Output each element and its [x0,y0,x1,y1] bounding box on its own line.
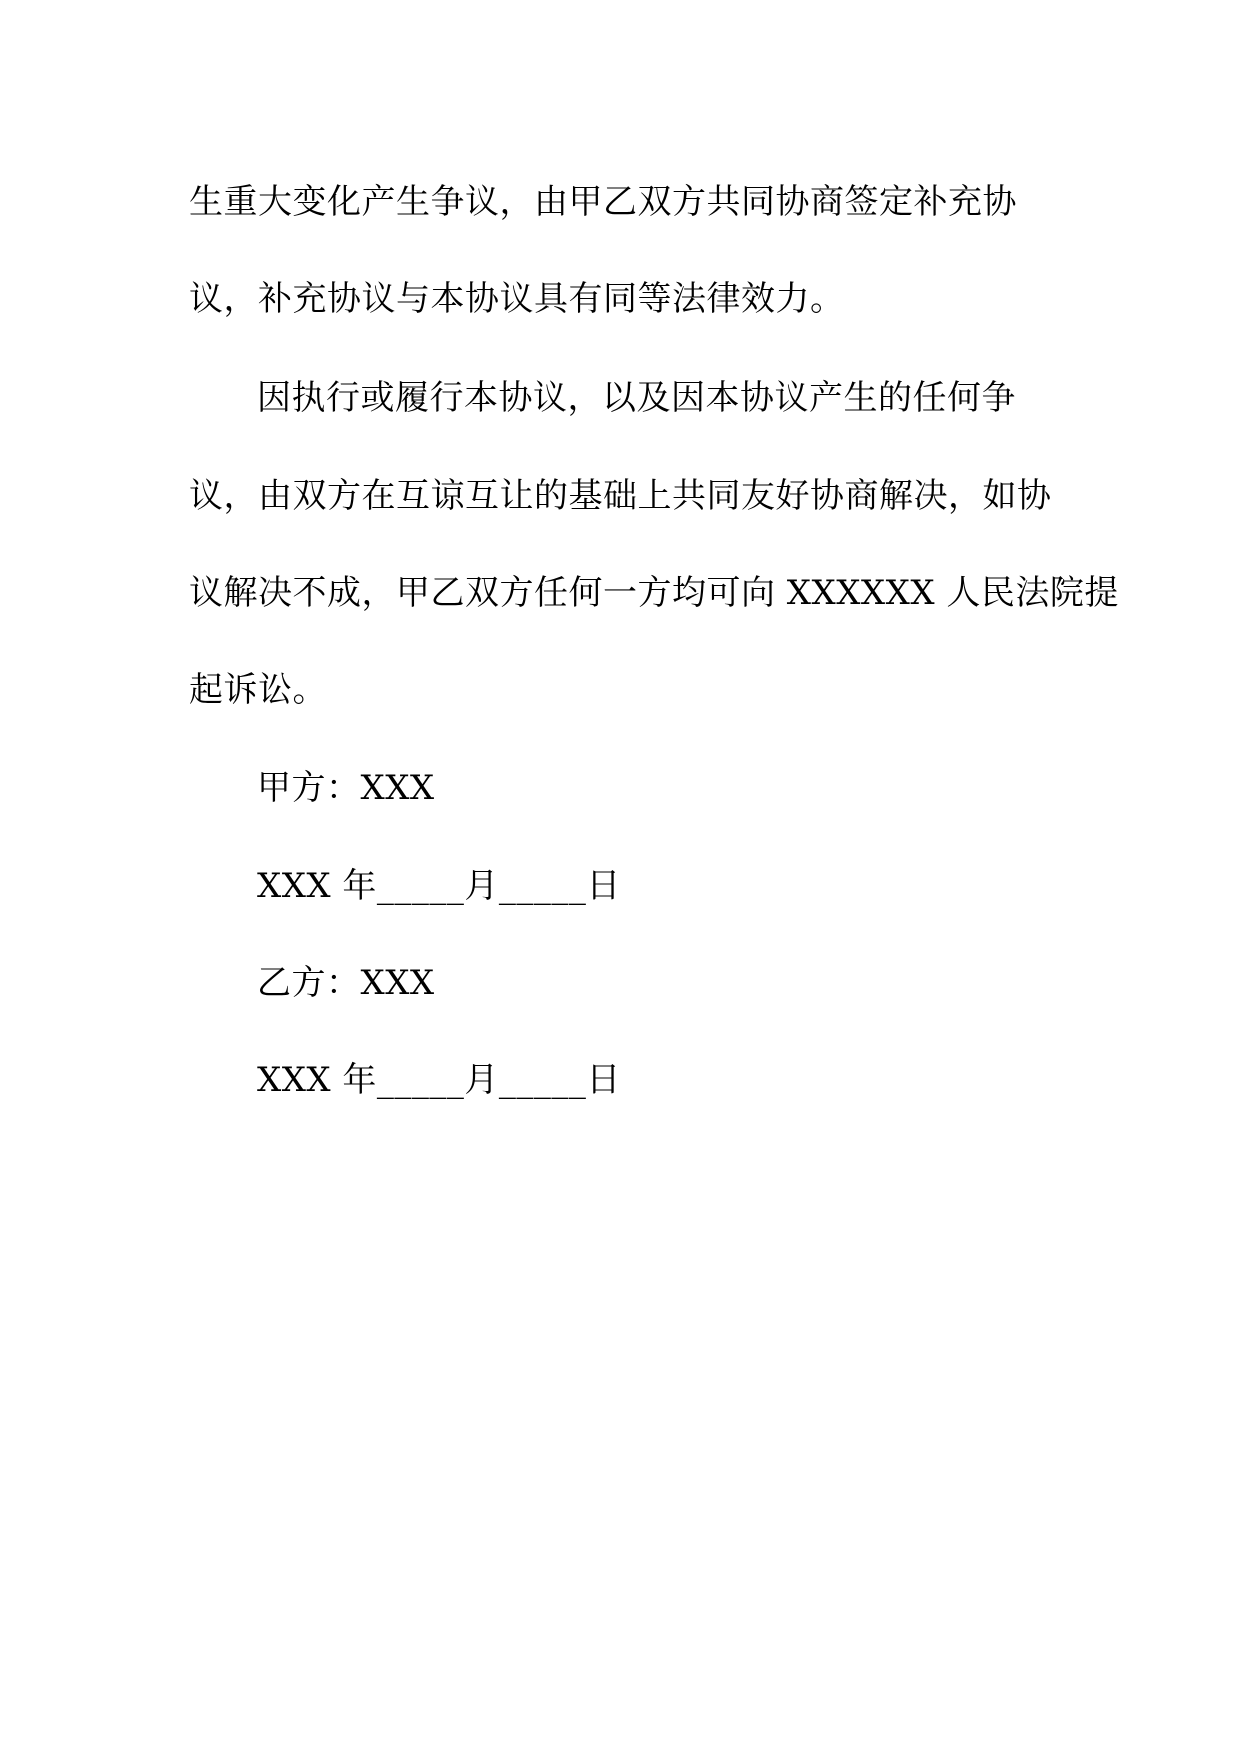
paragraph-1-line-1: 生重大变化产生争议，由甲乙双方共同协商签定补充协 [189,182,1017,222]
party-b-date: XXX 年_____月_____日 [257,1060,621,1100]
party-b-signature: 乙方：XXX [257,963,435,1003]
paragraph-1-line-2: 议，补充协议与本协议具有同等法律效力。 [189,279,845,319]
paragraph-2-line-3: 议解决不成，甲乙双方任何一方均可向 XXXXXX 人民法院提 [189,573,1119,613]
paragraph-2-line-4: 起诉讼。 [189,670,327,710]
paragraph-2-line-1: 因执行或履行本协议，以及因本协议产生的任何争 [257,378,1016,418]
party-a-signature: 甲方：XXX [257,768,435,808]
paragraph-2-line-2: 议，由双方在互谅互让的基础上共同友好协商解决，如协 [189,476,1052,516]
party-a-date: XXX 年_____月_____日 [257,866,621,906]
